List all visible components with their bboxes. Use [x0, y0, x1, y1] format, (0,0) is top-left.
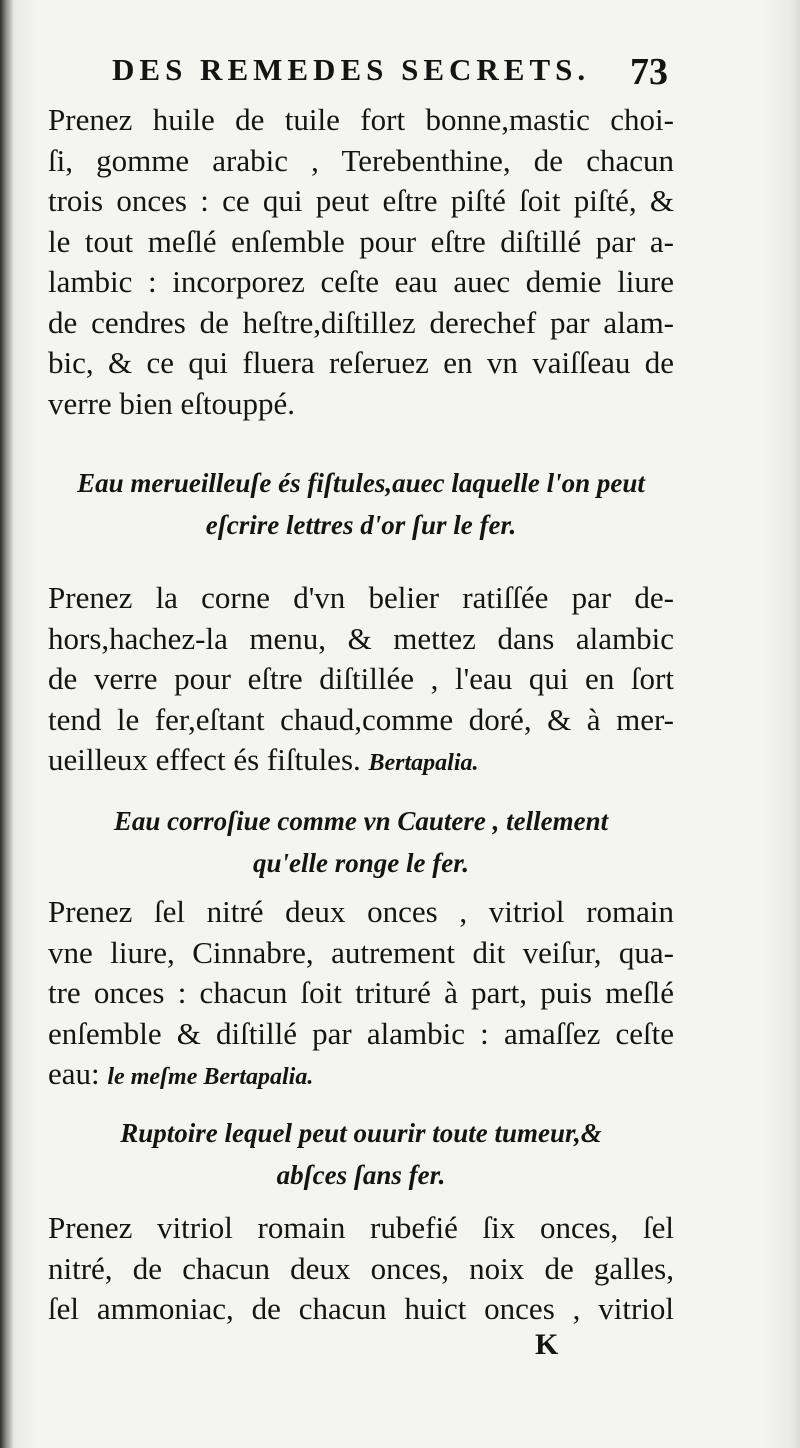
attribution: Bertapalia. [368, 750, 479, 776]
text-line: lambic : incorporez ceſte eau auec demie liure [48, 264, 674, 299]
paragraph-4 [48, 1208, 674, 1330]
text-line: Prenez ſel nitré deux onces , vitriol romain [48, 894, 674, 929]
text-line: ſi, gomme arabic , Terebenthine, de chacun [48, 142, 674, 178]
heading-line: qu'elle ronge le fer. [253, 848, 469, 878]
text-line: ſel ammoniac, de chacun huict onces , vitriol [48, 1291, 674, 1326]
paragraph-3 [48, 892, 674, 1098]
text-line: tre onces : chacun ſoit trituré à part, puis meſlé [48, 975, 674, 1010]
text-line [48, 740, 674, 784]
text-fragment: ueilleux effect és fiſtules. [48, 742, 361, 777]
section-heading-1 [48, 462, 674, 546]
text-line: verre bien eſtouppé. [48, 385, 296, 421]
text-line: le tout meſlé enſemble pour eſtre diſtillé par a- [48, 223, 674, 259]
running-title: DES REMEDES SECRETS. [112, 52, 591, 87]
text-line: tend le fer,eſtant chaud,comme doré, & à mer- [48, 701, 674, 737]
attribution: le meſme Bertapalia. [107, 1064, 314, 1090]
text-line: de verre pour eſtre diſtillée , l'eau qui en ſort [48, 661, 674, 696]
heading-line: Ruptoire lequel peut ouurir toute tumeur,& [120, 1118, 602, 1148]
heading-line: abſces ſans fer. [276, 1160, 446, 1190]
text-line: trois onces : ce qui peut eſtre piſté ſoit piſté, & [48, 183, 674, 218]
heading-line: Eau merueilleuſe és fiſtules,auec laquelle l'on peut [77, 468, 645, 498]
page-number: 73 [630, 51, 668, 93]
heading-line: Eau corroſiue comme vn Cautere , tellement [113, 806, 609, 836]
text-line: vne liure, Cinnabre, autrement dit veiſur, qua- [48, 934, 674, 970]
section-heading-3 [48, 1112, 674, 1196]
text-line: Prenez vitriol romain rubefié ſix onces, ſel [48, 1210, 674, 1245]
paragraph-1 [48, 100, 674, 424]
text-line [48, 1054, 674, 1098]
heading-line: eſcrire lettres d'or ſur le fer. [205, 510, 517, 540]
text-line: hors,hachez-la menu, & mettez dans alambic [48, 620, 674, 656]
paragraph-2 [48, 578, 674, 784]
text-line: Prenez huile de tuile fort bonne,mastic choi- [48, 102, 674, 137]
signature-mark: K [535, 1328, 559, 1361]
text-line: bic, & ce qui fluera reſeruez en vn vaiſſeau de [48, 345, 674, 380]
section-heading-2 [48, 800, 674, 884]
text-fragment: eau: [48, 1056, 100, 1091]
text-line: enſemble & diſtillé par alambic : amaſſez ceſte [48, 1015, 674, 1051]
text-line: nitré, de chacun deux onces, noix de galles, [48, 1250, 674, 1286]
text-line: de cendres de heſtre,diſtillez derechef par alam- [48, 304, 674, 340]
text-line: Prenez la corne d'vn belier ratiſſée par de- [48, 580, 674, 615]
